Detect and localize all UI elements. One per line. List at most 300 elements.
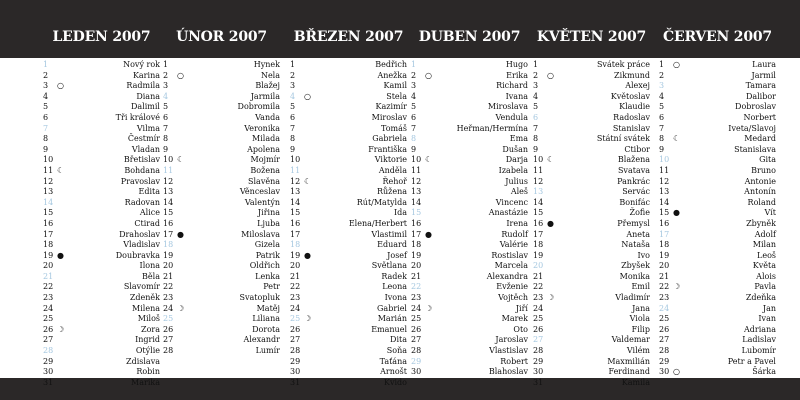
- day-row: [163, 346, 280, 357]
- day-row: [533, 198, 650, 209]
- name-day: Adriana: [744, 324, 776, 334]
- name-day: Radoslav: [613, 112, 650, 122]
- day-row: [659, 314, 776, 325]
- name-day: Petr a Pavel: [727, 356, 776, 366]
- day-row: [290, 335, 407, 346]
- day-row: [290, 251, 407, 262]
- day-number: 12: [163, 176, 174, 186]
- day-number: 5: [411, 102, 417, 112]
- day-number: 21: [411, 271, 422, 281]
- name-day: Doubravka: [115, 250, 160, 260]
- name-day: Viktorie: [374, 155, 407, 165]
- day-row: [659, 145, 776, 156]
- moon-phase-icon: ☾: [304, 176, 312, 186]
- day-number: 2: [43, 70, 49, 80]
- name-day: Leona: [382, 282, 407, 292]
- name-day: Irena: [506, 218, 528, 228]
- name-day: Alois: [756, 271, 776, 281]
- day-number: 2: [163, 70, 169, 80]
- day-row: [163, 166, 280, 177]
- day-row: [533, 187, 650, 198]
- day-number: 19: [290, 250, 301, 260]
- day-number: 30: [659, 367, 670, 377]
- name-day: Vendula: [495, 112, 528, 122]
- calendar-months: [0, 29, 800, 387]
- moon-phase-icon: ○: [177, 70, 184, 80]
- day-number: 28: [163, 346, 174, 356]
- name-day: Veronika: [244, 123, 280, 133]
- name-day: Božena: [250, 165, 280, 175]
- day-number: 1: [290, 60, 296, 69]
- day-row: [411, 187, 528, 198]
- name-day: Rudolf: [501, 229, 528, 239]
- name-day: Alexandr: [243, 335, 280, 345]
- day-row: [411, 166, 528, 177]
- name-day: Blažej: [255, 81, 280, 91]
- day-row: [43, 166, 160, 177]
- day-number: 4: [43, 91, 49, 101]
- day-number: 26: [659, 324, 670, 334]
- day-row: [533, 346, 650, 357]
- day-number: 29: [290, 356, 301, 366]
- day-number: 23: [43, 293, 54, 303]
- day-number: 4: [163, 91, 169, 101]
- day-row: [411, 113, 528, 124]
- day-row: [533, 134, 650, 145]
- day-number: 31: [533, 377, 544, 387]
- day-number: 23: [163, 293, 174, 303]
- name-day: Gabriel: [377, 303, 407, 313]
- day-row: [163, 325, 280, 336]
- day-row: [163, 81, 280, 92]
- day-number: 6: [163, 112, 169, 122]
- moon-phase-icon: ☽: [425, 303, 433, 313]
- name-day: Státní svátek: [596, 134, 650, 144]
- day-number: 23: [411, 293, 422, 303]
- day-row: [163, 134, 280, 145]
- name-day: Rút/Matylda: [356, 197, 407, 207]
- name-day: Gabriela: [372, 134, 407, 144]
- day-row: [659, 282, 776, 293]
- day-row: [533, 304, 650, 315]
- name-day: Gita: [759, 155, 776, 165]
- day-row: [290, 357, 407, 368]
- day-number: 29: [411, 356, 422, 366]
- name-day: Tomáš: [381, 123, 407, 133]
- day-row: [43, 155, 160, 166]
- name-day: Ema: [509, 134, 528, 144]
- name-day: Dobromila: [237, 102, 280, 112]
- day-row: [290, 346, 407, 357]
- day-number: 21: [43, 271, 54, 281]
- name-day: Vanda: [255, 112, 280, 122]
- name-day: Soňa: [386, 346, 407, 356]
- day-row: [43, 113, 160, 124]
- name-day: Darja: [505, 155, 528, 165]
- name-day: Zdeňka: [745, 293, 776, 303]
- name-day: Antonie: [744, 176, 776, 186]
- name-day: Miroslava: [487, 102, 528, 112]
- name-day: Bruno: [751, 165, 776, 175]
- day-number: 11: [163, 165, 174, 175]
- day-number: 20: [411, 261, 422, 271]
- name-day: Bonifác: [619, 197, 650, 207]
- name-day: Evženie: [496, 282, 528, 292]
- name-day: Květa: [752, 261, 776, 271]
- day-row: [659, 219, 776, 230]
- day-number: 27: [290, 335, 301, 345]
- day-row: [43, 367, 160, 378]
- day-number: 8: [163, 134, 169, 144]
- day-number: 30: [411, 367, 422, 377]
- day-number: 28: [290, 346, 301, 356]
- day-number: 6: [533, 112, 539, 122]
- name-day: Hugo: [505, 60, 528, 69]
- day-number: 31: [43, 377, 54, 387]
- name-day: Dalibor: [745, 91, 776, 101]
- day-number: 13: [290, 187, 301, 197]
- name-day: Lenka: [255, 271, 280, 281]
- day-number: 17: [411, 229, 422, 239]
- name-day: Oldřich: [249, 261, 280, 271]
- name-day: Radek: [381, 271, 407, 281]
- name-day: Marek: [501, 314, 528, 324]
- day-number: 27: [411, 335, 422, 345]
- day-number: 7: [290, 123, 296, 133]
- name-day: Radmila: [126, 81, 160, 91]
- name-day: Kamila: [621, 377, 650, 387]
- day-number: 5: [659, 102, 665, 112]
- day-number: 5: [43, 102, 49, 112]
- day-row: [43, 378, 160, 389]
- day-row: [290, 219, 407, 230]
- name-day: Marcela: [494, 261, 528, 271]
- name-day: Rostislav: [491, 250, 528, 260]
- day-row: [533, 145, 650, 156]
- day-number: 22: [533, 282, 544, 292]
- day-row: [533, 261, 650, 272]
- name-day: Anděla: [378, 165, 407, 175]
- name-day: Klaudie: [619, 102, 650, 112]
- day-row: [43, 219, 160, 230]
- day-row: [659, 230, 776, 241]
- name-day: Zora: [141, 324, 160, 334]
- day-number: 25: [659, 314, 670, 324]
- day-row: [411, 145, 528, 156]
- day-row: [659, 335, 776, 346]
- day-row: [163, 102, 280, 113]
- day-number: 16: [163, 218, 174, 228]
- name-day: Svatopluk: [239, 293, 280, 303]
- day-number: 17: [43, 229, 54, 239]
- name-day: Vít: [764, 208, 776, 218]
- name-day: Ctibor: [624, 144, 650, 154]
- moon-phase-icon: ○: [304, 91, 311, 101]
- day-row: [290, 198, 407, 209]
- moon-phase-icon: ○: [547, 70, 554, 80]
- day-number: 12: [290, 176, 301, 186]
- day-row: [411, 335, 528, 346]
- name-day: Vincenc: [495, 197, 528, 207]
- name-day: Anastázie: [488, 208, 528, 218]
- moon-phase-icon: ☾: [547, 155, 555, 165]
- day-row: [659, 187, 776, 198]
- day-row: [659, 166, 776, 177]
- day-row: [533, 240, 650, 251]
- name-day: Jaroslav: [495, 335, 528, 345]
- day-number: 11: [290, 165, 301, 175]
- day-number: 20: [290, 261, 301, 271]
- name-day: Zdeněk: [129, 293, 160, 303]
- name-day: Pravoslav: [120, 176, 160, 186]
- name-day: Řehoř: [382, 176, 407, 186]
- day-row: [533, 81, 650, 92]
- day-number: 23: [533, 293, 544, 303]
- name-day: Alice: [139, 208, 160, 218]
- day-row: [533, 335, 650, 346]
- name-day: Jana: [632, 303, 650, 313]
- month-brezen: [290, 29, 407, 387]
- name-day: Maxmilián: [607, 356, 650, 366]
- day-row: [411, 124, 528, 135]
- day-row: [290, 124, 407, 135]
- day-number: 5: [163, 102, 169, 112]
- day-number: 15: [290, 208, 301, 218]
- day-row: [659, 198, 776, 209]
- name-day: Marián: [377, 314, 407, 324]
- day-row: [290, 187, 407, 198]
- name-day: Oto: [513, 324, 528, 334]
- name-day: Marika: [131, 377, 160, 387]
- name-day: Antonín: [744, 187, 776, 197]
- day-row: [411, 325, 528, 336]
- name-day: Servác: [622, 187, 650, 197]
- name-day: Richard: [496, 81, 528, 91]
- name-day: Iveta/Slavoj: [728, 123, 776, 133]
- day-row: [43, 335, 160, 346]
- name-day: Ilona: [139, 261, 160, 271]
- name-day: Blahoslav: [488, 367, 528, 377]
- name-day: Radovan: [124, 197, 160, 207]
- day-number: 27: [533, 335, 544, 345]
- day-row: [533, 208, 650, 219]
- name-day: Valdemar: [611, 335, 650, 345]
- name-day: Erika: [506, 70, 528, 80]
- day-number: 5: [533, 102, 539, 112]
- day-row: [533, 230, 650, 241]
- day-row: [533, 251, 650, 262]
- day-row: [163, 282, 280, 293]
- day-number: 2: [659, 70, 665, 80]
- name-day: Svatava: [617, 165, 650, 175]
- moon-phase-icon: ●: [304, 250, 311, 260]
- day-row: [411, 81, 528, 92]
- day-number: 10: [43, 155, 54, 165]
- day-number: 2: [290, 70, 296, 80]
- day-row: [533, 378, 650, 389]
- moon-phase-icon: ○: [673, 367, 680, 377]
- day-row: [411, 367, 528, 378]
- day-row: [533, 293, 650, 304]
- day-number: 5: [290, 102, 296, 112]
- name-day: Vilma: [136, 123, 160, 133]
- day-number: 12: [43, 176, 54, 186]
- day-row: [290, 282, 407, 293]
- name-day: Vilém: [626, 346, 650, 356]
- day-number: 16: [290, 218, 301, 228]
- name-day: Dalimil: [130, 102, 160, 112]
- name-day: Ivan: [758, 314, 776, 324]
- day-number: 27: [659, 335, 670, 345]
- day-row: [163, 124, 280, 135]
- name-day: Julius: [505, 176, 528, 186]
- day-number: 1: [411, 60, 417, 69]
- day-number: 22: [43, 282, 54, 292]
- name-day: Květoslav: [610, 91, 650, 101]
- day-number: 24: [659, 303, 670, 313]
- day-row: [163, 240, 280, 251]
- day-number: 18: [290, 240, 301, 250]
- name-day: Valérie: [499, 240, 528, 250]
- moon-phase-icon: ☾: [673, 134, 681, 144]
- day-number: 2: [411, 70, 417, 80]
- day-number: 23: [659, 293, 670, 303]
- day-number: 3: [659, 81, 665, 91]
- name-day: Ctirad: [134, 218, 160, 228]
- day-row: [411, 346, 528, 357]
- name-day: Petr: [263, 282, 280, 292]
- day-row: [659, 113, 776, 124]
- name-day: Ida: [393, 208, 407, 218]
- day-row: [290, 325, 407, 336]
- day-row: [163, 113, 280, 124]
- name-day: Roland: [747, 197, 776, 207]
- day-row: [533, 92, 650, 103]
- day-row: [290, 314, 407, 325]
- day-row: [659, 177, 776, 188]
- name-day: Leoš: [757, 250, 776, 260]
- moon-phase-icon: ●: [57, 250, 64, 260]
- day-number: 15: [411, 208, 422, 218]
- day-row: [659, 325, 776, 336]
- day-row: [43, 346, 160, 357]
- name-day: Jan: [762, 303, 776, 313]
- day-row: [163, 145, 280, 156]
- moon-phase-icon: ☾: [57, 165, 65, 175]
- day-number: 31: [290, 377, 301, 387]
- day-row: [659, 134, 776, 145]
- day-number: 12: [533, 176, 544, 186]
- day-number: 18: [659, 240, 670, 250]
- name-day: Edita: [138, 187, 160, 197]
- day-row: [659, 81, 776, 92]
- day-number: 11: [411, 165, 422, 175]
- day-number: 22: [290, 282, 301, 292]
- name-day: Jarmil: [751, 70, 776, 80]
- moon-phase-icon: ●: [177, 229, 184, 239]
- day-row: [659, 272, 776, 283]
- name-day: Taťána: [379, 356, 407, 366]
- day-row: [533, 219, 650, 230]
- day-row: [533, 357, 650, 368]
- name-day: Nataša: [621, 240, 650, 250]
- day-number: 11: [43, 165, 54, 175]
- moon-phase-icon: ☽: [547, 293, 555, 303]
- day-row: [163, 261, 280, 272]
- day-row: [43, 177, 160, 188]
- name-day: Arnošt: [380, 367, 407, 377]
- day-row: [43, 293, 160, 304]
- day-number: 16: [411, 218, 422, 228]
- day-number: 17: [163, 229, 174, 239]
- day-row: [290, 293, 407, 304]
- day-row: [533, 166, 650, 177]
- day-row: [411, 314, 528, 325]
- day-number: 7: [411, 123, 417, 133]
- day-row: [290, 367, 407, 378]
- day-number: 28: [533, 346, 544, 356]
- day-row: [411, 208, 528, 219]
- day-row: [43, 208, 160, 219]
- day-row: [290, 92, 407, 103]
- day-number: 8: [533, 134, 539, 144]
- day-number: 24: [290, 303, 301, 313]
- day-number: 13: [659, 187, 670, 197]
- name-day: Vlastislav: [489, 346, 528, 356]
- day-row: [163, 230, 280, 241]
- day-row: [411, 177, 528, 188]
- day-row: [43, 145, 160, 156]
- day-row: [43, 304, 160, 315]
- day-row: [43, 124, 160, 135]
- day-row: [290, 240, 407, 251]
- day-number: 22: [163, 282, 174, 292]
- moon-phase-icon: ●: [673, 208, 680, 218]
- name-day: Kvido: [384, 377, 407, 387]
- day-row: [659, 251, 776, 262]
- day-row: [290, 113, 407, 124]
- month-title: DUBEN 2007: [418, 29, 521, 45]
- day-number: 19: [43, 250, 54, 260]
- day-row: [659, 71, 776, 82]
- day-number: 9: [290, 144, 296, 154]
- day-number: 19: [533, 250, 544, 260]
- day-row: [43, 314, 160, 325]
- day-row: [163, 92, 280, 103]
- name-day: Filip: [631, 324, 650, 334]
- day-number: 29: [43, 356, 54, 366]
- day-number: 10: [659, 155, 670, 165]
- day-number: 6: [43, 112, 49, 122]
- name-day: Dobroslav: [735, 102, 776, 112]
- day-number: 28: [411, 346, 422, 356]
- day-number: 15: [533, 208, 544, 218]
- day-number: 6: [290, 112, 296, 122]
- day-row: [290, 230, 407, 241]
- day-number: 30: [43, 367, 54, 377]
- day-row: [290, 166, 407, 177]
- moon-phase-icon: ☾: [425, 155, 433, 165]
- day-row: [411, 71, 528, 82]
- name-day: Nela: [260, 70, 280, 80]
- day-row: [163, 177, 280, 188]
- day-row: [43, 71, 160, 82]
- name-day: Alexej: [625, 81, 650, 91]
- name-day: Čestmír: [127, 134, 160, 144]
- name-day: Světlana: [371, 261, 407, 271]
- day-row: [533, 272, 650, 283]
- day-number: 8: [290, 134, 296, 144]
